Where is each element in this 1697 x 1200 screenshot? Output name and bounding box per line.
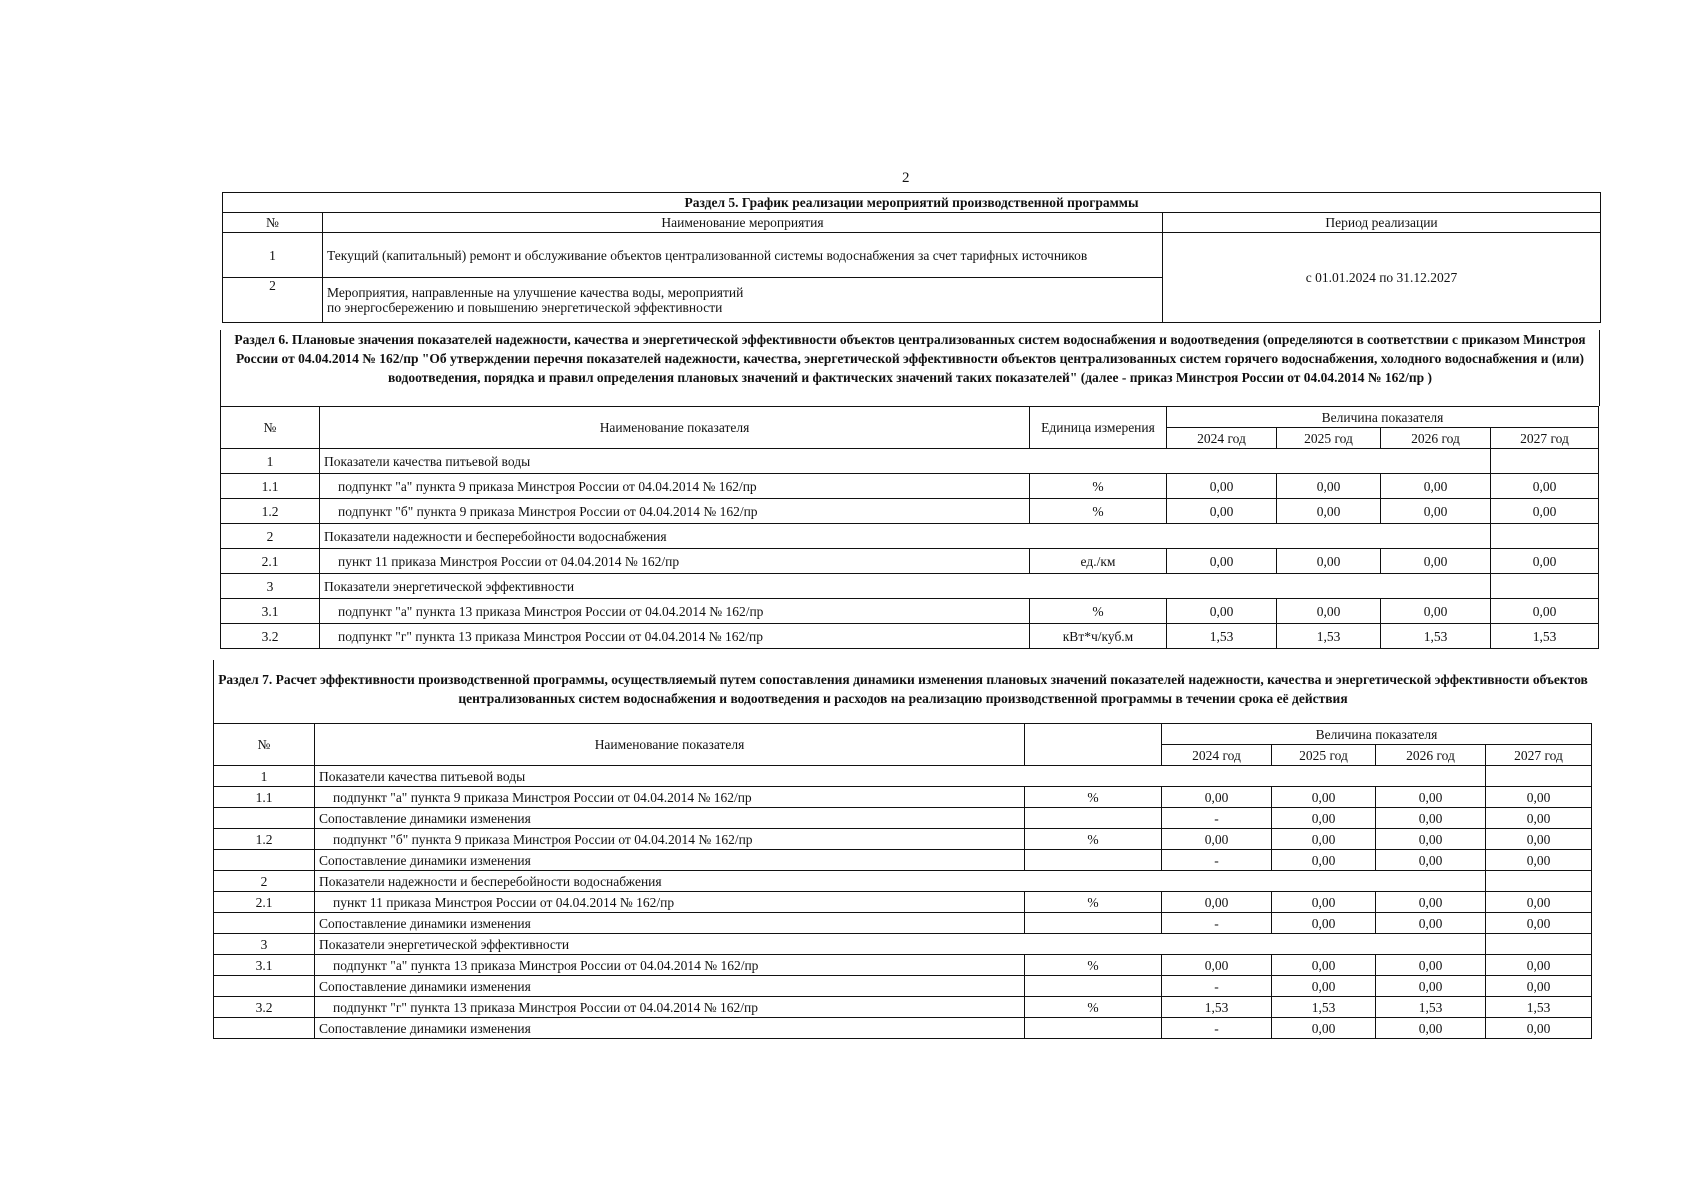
row-value: 0,00 xyxy=(1486,829,1592,850)
row-value: 0,00 xyxy=(1491,474,1599,499)
row-value: 0,00 xyxy=(1162,829,1272,850)
section6-year: 2025 год xyxy=(1277,428,1381,449)
row-value: 0,00 xyxy=(1272,787,1376,808)
section5-period: с 01.01.2024 по 31.12.2027 xyxy=(1163,233,1601,323)
row-num xyxy=(214,850,315,871)
table-row xyxy=(214,997,1592,1018)
row-num xyxy=(214,1018,315,1039)
section7-col-name: Наименование показателя xyxy=(315,724,1025,766)
row-value: 0,00 xyxy=(1272,913,1376,934)
row-value: 0,00 xyxy=(1376,1018,1486,1039)
row-value: 0,00 xyxy=(1272,976,1376,997)
row-unit: кВт*ч/куб.м xyxy=(1030,624,1167,649)
table-row xyxy=(214,934,1592,955)
row-unit: % xyxy=(1025,892,1162,913)
table-row xyxy=(214,787,1592,808)
table-row xyxy=(214,913,1592,934)
row-name: подпункт "а" пункта 9 приказа Минстроя России от 04.04.2014 № 162/пр xyxy=(320,474,1030,499)
row-unit: % xyxy=(1025,829,1162,850)
row-unit: % xyxy=(1025,997,1162,1018)
row-name: Показатели качества питьевой воды xyxy=(320,449,1491,474)
row-value: 0,00 xyxy=(1277,474,1381,499)
row-name: Показатели надежности и бесперебойности водоснабжения xyxy=(320,524,1491,549)
row-value: 0,00 xyxy=(1272,955,1376,976)
table-row xyxy=(214,808,1592,829)
row-name: Сопоставление динамики изменения xyxy=(315,913,1025,934)
row-num: 3.2 xyxy=(221,624,320,649)
row-value: 0,00 xyxy=(1376,955,1486,976)
section7-col-unit xyxy=(1025,724,1162,766)
row-value: 0,00 xyxy=(1272,892,1376,913)
row-num: 2 xyxy=(214,871,315,892)
row-unit: % xyxy=(1025,787,1162,808)
page-number: 2 xyxy=(902,170,910,186)
row-num: 3 xyxy=(214,934,315,955)
row-name: подпункт "г" пункта 13 приказа Минстроя России от 04.04.2014 № 162/пр xyxy=(320,624,1030,649)
row-num: 2.1 xyxy=(214,892,315,913)
table-row xyxy=(221,549,1599,574)
row-name: подпункт "а" пункта 9 приказа Минстроя России от 04.04.2014 № 162/пр xyxy=(315,787,1025,808)
row-value: 0,00 xyxy=(1277,599,1381,624)
row-name: подпункт "б" пункта 9 приказа Минстроя России от 04.04.2014 № 162/пр xyxy=(320,499,1030,524)
row-unit xyxy=(1025,976,1162,997)
row-value: 0,00 xyxy=(1376,913,1486,934)
row-value: 0,00 xyxy=(1486,892,1592,913)
row-num: 1.1 xyxy=(214,787,315,808)
row-num: 3.1 xyxy=(221,599,320,624)
row-value: 0,00 xyxy=(1381,549,1491,574)
row-value: 0,00 xyxy=(1376,850,1486,871)
row-value: 0,00 xyxy=(1486,955,1592,976)
section7-year: 2026 год xyxy=(1376,745,1486,766)
row-num: 1.1 xyxy=(221,474,320,499)
row-name: Показатели надежности и бесперебойности водоснабжения xyxy=(315,871,1486,892)
row-value: 1,53 xyxy=(1486,997,1592,1018)
row-num: 2 xyxy=(221,524,320,549)
row-value: - xyxy=(1162,808,1272,829)
row-value: 1,53 xyxy=(1162,997,1272,1018)
row-name: Показатели энергетической эффективности xyxy=(315,934,1486,955)
table-row xyxy=(214,766,1592,787)
row-value: 0,00 xyxy=(1381,499,1491,524)
row-name: пункт 11 приказа Минстроя России от 04.04.2014 № 162/пр xyxy=(315,892,1025,913)
section7-heading-box xyxy=(213,660,1592,723)
section5-row-num: 2 xyxy=(223,278,323,323)
row-value: 0,00 xyxy=(1486,808,1592,829)
row-value: 1,53 xyxy=(1167,624,1277,649)
section7-table xyxy=(213,723,1592,1039)
row-value: - xyxy=(1162,913,1272,934)
table-row xyxy=(214,955,1592,976)
section5-row-num: 1 xyxy=(223,233,323,278)
section5-row-name-line: по энергосбережению и повышению энергетической эффективности xyxy=(327,300,723,315)
row-value: 0,00 xyxy=(1376,976,1486,997)
table-row xyxy=(214,850,1592,871)
row-value: 0,00 xyxy=(1167,599,1277,624)
row-value: 0,00 xyxy=(1381,599,1491,624)
row-unit: % xyxy=(1030,474,1167,499)
row-num xyxy=(214,808,315,829)
row-value: 1,53 xyxy=(1277,624,1381,649)
section6-col-value: Величина показателя xyxy=(1167,407,1599,428)
row-value: 1,53 xyxy=(1376,997,1486,1018)
row-name: Сопоставление динамики изменения xyxy=(315,808,1025,829)
section7-year: 2025 год xyxy=(1272,745,1376,766)
row-unit: % xyxy=(1025,955,1162,976)
row-value: 0,00 xyxy=(1376,808,1486,829)
section7-year: 2027 год xyxy=(1486,745,1592,766)
row-value: - xyxy=(1162,850,1272,871)
row-value: 1,53 xyxy=(1381,624,1491,649)
section5-row-name-line: Мероприятия, направленные на улучшение качества воды, мероприятий xyxy=(327,285,744,300)
section6-title: Раздел 6. Плановые значения показателей надежности, качества и энергетической эффективности объектов централизованных систем водоснабжения и водоотведения (определяются в соответствии с приказом Минстроя России от 04.04.2014 № 162/пр "Об утверждении перечня показателей надежности, качества, энергетической эффективности объектов централизованных систем горячего водоснабжения, холодного водоснабжения и (или) водоотведения, порядка и правил определения плановых значений и фактических значений таких показателей" (далее - приказ Минстроя России от 04.04.2014 № 162/пр ) xyxy=(234,332,1586,385)
row-name: Сопоставление динамики изменения xyxy=(315,850,1025,871)
section6-year: 2024 год xyxy=(1167,428,1277,449)
row-value: - xyxy=(1162,1018,1272,1039)
row-num: 1 xyxy=(214,766,315,787)
row-unit xyxy=(1025,850,1162,871)
section5-col-num: № xyxy=(223,213,323,233)
row-name: подпункт "а" пункта 13 приказа Минстроя России от 04.04.2014 № 162/пр xyxy=(320,599,1030,624)
row-value: 0,00 xyxy=(1162,955,1272,976)
section5-col-period: Период реализации xyxy=(1163,213,1601,233)
row-value: 0,00 xyxy=(1491,599,1599,624)
row-value: 0,00 xyxy=(1167,474,1277,499)
row-name: Сопоставление динамики изменения xyxy=(315,976,1025,997)
section5-col-name: Наименование мероприятия xyxy=(323,213,1163,233)
section6-col-num: № xyxy=(221,407,320,449)
section5-row-name: Текущий (капитальный) ремонт и обслуживание объектов централизованной системы водоснабжения за счет тарифных источников xyxy=(323,233,1163,278)
row-num: 3.2 xyxy=(214,997,315,1018)
row-value: 0,00 xyxy=(1486,976,1592,997)
row-num: 3 xyxy=(221,574,320,599)
row-value: 0,00 xyxy=(1272,850,1376,871)
row-name: Показатели качества питьевой воды xyxy=(315,766,1486,787)
row-value: 1,53 xyxy=(1491,624,1599,649)
section6-year: 2027 год xyxy=(1491,428,1599,449)
row-value: 0,00 xyxy=(1167,499,1277,524)
row-value: 0,00 xyxy=(1376,829,1486,850)
section7-col-num: № xyxy=(214,724,315,766)
row-empty xyxy=(1486,766,1592,787)
row-unit xyxy=(1025,1018,1162,1039)
row-name: пункт 11 приказа Минстроя России от 04.04.2014 № 162/пр xyxy=(320,549,1030,574)
row-name: Показатели энергетической эффективности xyxy=(320,574,1491,599)
row-value: 0,00 xyxy=(1486,913,1592,934)
row-name: подпункт "а" пункта 13 приказа Минстроя России от 04.04.2014 № 162/пр xyxy=(315,955,1025,976)
row-value: 0,00 xyxy=(1491,549,1599,574)
section5-title: Раздел 5. График реализации мероприятий производственной программы xyxy=(223,193,1601,213)
row-value: 0,00 xyxy=(1486,1018,1592,1039)
table-row xyxy=(221,474,1599,499)
section7-col-value: Величина показателя xyxy=(1162,724,1592,745)
section5-table xyxy=(222,192,1601,323)
row-empty xyxy=(1491,574,1599,599)
row-num: 1.2 xyxy=(214,829,315,850)
row-value: 0,00 xyxy=(1381,474,1491,499)
table-row xyxy=(214,1018,1592,1039)
row-num: 2.1 xyxy=(221,549,320,574)
row-value: 0,00 xyxy=(1272,829,1376,850)
section6-col-name: Наименование показателя xyxy=(320,407,1030,449)
section7-title: Раздел 7. Расчет эффективности производственной программы, осуществляемый путем сопоставления динамики изменения плановых значений показателей надежности, качества и энергетической эффективности объектов централизованных систем водоснабжения и водоотведения и расходов на реализацию производственной программы в течении срока её действия xyxy=(218,672,1588,706)
row-value: 0,00 xyxy=(1162,892,1272,913)
table-row xyxy=(214,892,1592,913)
section7-year: 2024 год xyxy=(1162,745,1272,766)
table-row xyxy=(221,574,1599,599)
row-unit: % xyxy=(1030,499,1167,524)
table-row xyxy=(214,976,1592,997)
row-unit: ед./км xyxy=(1030,549,1167,574)
row-unit: % xyxy=(1030,599,1167,624)
row-empty xyxy=(1486,871,1592,892)
table-row xyxy=(221,624,1599,649)
row-name: подпункт "г" пункта 13 приказа Минстроя России от 04.04.2014 № 162/пр xyxy=(315,997,1025,1018)
row-empty xyxy=(1486,934,1592,955)
row-empty xyxy=(1491,524,1599,549)
row-unit xyxy=(1025,808,1162,829)
section6-year: 2026 год xyxy=(1381,428,1491,449)
section5-row-name xyxy=(323,278,1163,323)
section6-table xyxy=(220,406,1599,649)
table-row xyxy=(221,499,1599,524)
section6-heading-box xyxy=(220,330,1600,406)
row-unit xyxy=(1025,913,1162,934)
row-value: 0,00 xyxy=(1277,549,1381,574)
row-name: подпункт "б" пункта 9 приказа Минстроя России от 04.04.2014 № 162/пр xyxy=(315,829,1025,850)
row-num: 1 xyxy=(221,449,320,474)
table-row xyxy=(214,871,1592,892)
table-row xyxy=(221,449,1599,474)
row-empty xyxy=(1491,449,1599,474)
row-value: 0,00 xyxy=(1486,850,1592,871)
table-row xyxy=(221,524,1599,549)
row-value: 0,00 xyxy=(1272,1018,1376,1039)
row-value: 0,00 xyxy=(1376,787,1486,808)
row-value: 1,53 xyxy=(1272,997,1376,1018)
row-value: 0,00 xyxy=(1277,499,1381,524)
row-num xyxy=(214,913,315,934)
row-name: Сопоставление динамики изменения xyxy=(315,1018,1025,1039)
row-value: 0,00 xyxy=(1162,787,1272,808)
table-row xyxy=(221,599,1599,624)
row-num: 3.1 xyxy=(214,955,315,976)
row-num xyxy=(214,976,315,997)
row-value: 0,00 xyxy=(1486,787,1592,808)
row-value: 0,00 xyxy=(1167,549,1277,574)
row-value: 0,00 xyxy=(1491,499,1599,524)
row-value: - xyxy=(1162,976,1272,997)
row-num: 1.2 xyxy=(221,499,320,524)
row-value: 0,00 xyxy=(1272,808,1376,829)
section6-col-unit: Единица измерения xyxy=(1030,407,1167,449)
table-row xyxy=(214,829,1592,850)
row-value: 0,00 xyxy=(1376,892,1486,913)
